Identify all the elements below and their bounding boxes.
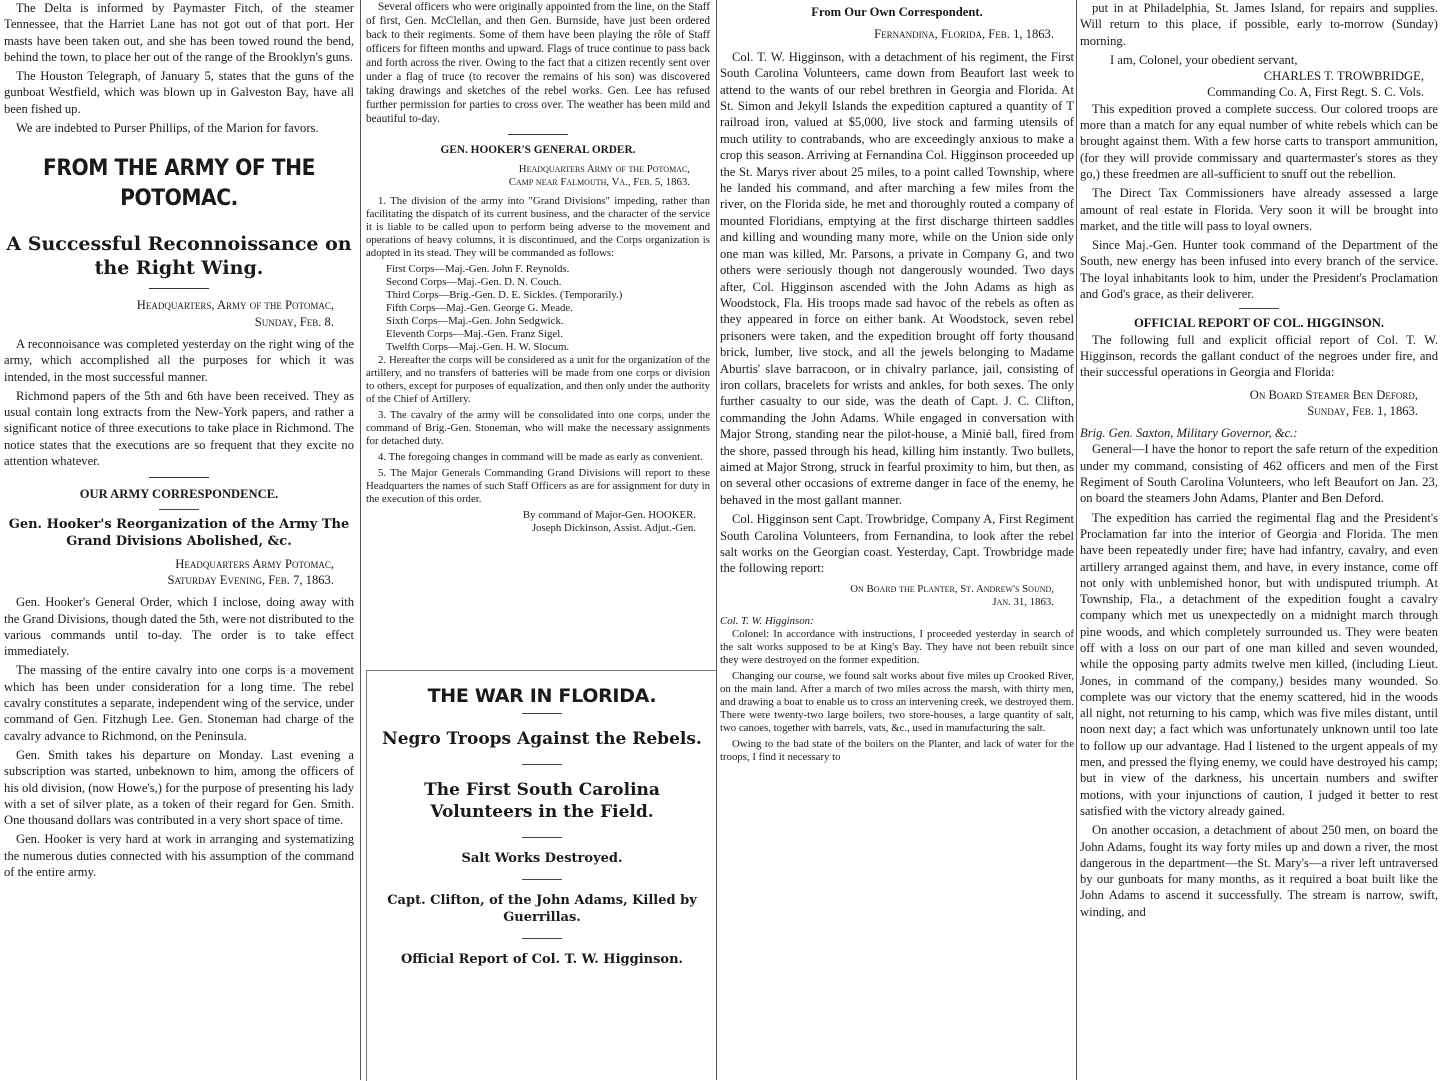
article-paragraph: Gen. Hooker's General Order, which I inclose, doing away with the Grand Divisions, though dated the 5th, were not distributed to the various commands until to-day. The order is to take effect immediately. — [4, 595, 354, 659]
dateline — [4, 556, 354, 589]
order-paragraph: 4. The foregoing changes in command will be made as early as convenient. — [378, 451, 703, 463]
corps-item: First Corps—Maj.-Gen. John F. Reynolds. — [386, 263, 570, 275]
article-paragraph: Col. T. W. Higginson, with a detachment of his regiment, the First South Carolina Volunteers, came down from Beaufort last week to attend to the wants of our rebel brethren in Georgia and Florida. At St. Simon and Jekyll Islands the expedition captured a quantity of T railroad iron, valued at $5,000, live stock and farming utensils of much utility to contrabands, who are exceedingly anxious to make a crop this season. Arriving at Fernandina Col. Higginson proceeded up the St. Marys river about 25 miles, to a point called Township, where he landed his command, and after marching a few miles from the river, on the Florida side, he met and thoroughly routed a company of mounted Floridians, emptying at the first discharge thirteen saddles and killing and wounding many more, while on the Union side only one man was killed, Mr. Parsons, a private in Company G, and two others were seriously though not dangerously wounded. Two days after, Col. Higginson ascended with the John Adams as high as Woodstock, Fla. His troops made sad havoc of the rebels as often as they appeared in force on either bank. At Woodstock, seven rebel prisoners were taken, and the expedition brought off forty thousand brick, lumber, live stock, and all the jewels belonging to Madame Aburtis' slave barracoon, or in chivalry parlance, jail, consisting of iron collars, bracelets for wrists and ankles, for both sexes. The only further casualty to our side, was the death of Capt. J. C. Clifton, commanding the John Adams. While engaged in conversation with Major Strong, standing near the pilot-house, a Minié ball, fired from the shore, passed through his head, killing him instantly. Two bullets, aimed at Major Strong, struck in fearful proximity to him, but then, as on several other occasions of extreme danger in face of the enemy, he behaved in the most gallant manner. — [720, 49, 1074, 507]
divider — [159, 509, 199, 510]
order-signature: Joseph Dickinson, Assist. Adjut.-Gen. — [531, 522, 696, 534]
article-paragraph: Richmond papers of the 5th and 6th have been received. They as usual contain long extracts from the New-York papers, and rather a significant notice of three executions to take place in Richmond. The notice states that the executions are so frequent that they excite no attention whatever. — [4, 388, 354, 469]
corps-item: Eleventh Corps—Maj.-Gen. Franz Sigel. — [386, 328, 563, 340]
report-paragraph: Colonel: In accordance with instructions, I proceeded yesterday in search of the salt works supposed to be at King's Bay. They have not been rebuilt since they were destroyed on the former expedition. — [720, 627, 1074, 666]
article-paragraph: This expedition proved a complete success. Our colored troops are more than a match for any equal number of white rebels which can be brought against them. With a few horse carts to transport ammunition, (for they will provide commissary and quartermaster's stores as they go,) these freedmen are all-sufficient to snuff out the rebellion. — [1080, 101, 1438, 181]
dateline-line: Headquarters Army Potomac, — [175, 556, 334, 571]
signature-line: I am, Colonel, your obedient servant, — [1110, 52, 1298, 67]
war-deck: Salt Works Destroyed. — [461, 851, 623, 866]
dateline-line: Headquarters Army of the Potomac, — [518, 163, 690, 175]
corps-item: Second Corps—Maj.-Gen. D. N. Couch. — [386, 276, 562, 288]
article-paragraph: A reconnoisance was completed yesterday on the right wing of the army, which accomplished all the purposes for which it was intended, in the most successful manner. — [4, 336, 354, 384]
report-paragraph: Owing to the bad state of the boilers on the Planter, and lack of water for the troops, I find it necessary to — [720, 737, 1074, 763]
dateline — [366, 163, 710, 189]
divider — [522, 879, 562, 880]
report-paragraph: Changing our course, we found salt works about five miles up Crooked River, on the main land. After a march of two miles across the marsh, with thirty men, and drawing a boat to enable us to cross an intervening creek, we destroyed them. There were twenty-two large boilers, two store-houses, a large quantity of salt, two canoes, together with barrels, vats, &c., used in manufacturing the salt. — [720, 669, 1074, 734]
article-paragraph: We are indebted to Purser Phillips, of the Marion for favors. — [16, 121, 319, 136]
war-headline: THE WAR IN FLORIDA. — [427, 685, 657, 707]
column-divider — [1076, 0, 1077, 1080]
article-paragraph: The Delta is informed by Paymaster Fitch, of the steamer Tennessee, that the Harriet Lane has not got out of that port. Her masts have been taken out, and she has been towed round the bend, behind the town, to place her out of the range of the Brooklyn's guns. — [4, 1, 354, 64]
divider — [149, 288, 209, 289]
war-deck: Official Report of Col. T. W. Higginson. — [400, 952, 684, 967]
order-signature: By command of Major-Gen. HOOKER. — [522, 509, 696, 521]
dateline-line: On Board the Planter, St. Andrew's Sound, — [850, 582, 1054, 595]
article-paragraph: The Houston Telegraph, of January 5, states that the guns of the gunboat Westfield, which was blown up in Galveston Bay, have all been fished up. — [4, 69, 354, 116]
signature-line: CHARLES T. TROWBRIDGE, — [1263, 69, 1424, 84]
corps-item: Third Corps—Brig.-Gen. D. E. Sickles. (Temporarily.) — [386, 289, 623, 301]
official-report-headline: OFFICIAL REPORT OF COL. HIGGINSON. — [1133, 316, 1385, 331]
article-paragraph: The following full and explicit official report of Col. T. W. Higginson, records the gallant conduct of the negroes under fire, and their successful operations in Georgia and Florida: — [1080, 332, 1438, 380]
article-paragraph: Gen. Hooker is very hard at work in arranging and systematizing the numerous duties connected with his assumption of the command of the entire army. — [4, 832, 354, 879]
article-paragraph: put in at Philadelphia, St. James Island, for repairs and supplies. Will return to this place, if possible, early to-morrow (Sunday) morning. — [1080, 1, 1438, 48]
order-paragraph: 2. Hereafter the corps will be considered as a unit for the organization of the artillery, and no transfers of batteries will be made from one corps or division to others, except for purposes of equalization, and then only under the authority of the Chief of Artillery. — [366, 354, 710, 405]
article-paragraph: Col. Higginson sent Capt. Trowbridge, Company A, First Regiment South Carolina Volunteers, from Fernandina, to look after the rebel salt works on the Georgian coast. Yesterday, Capt. Trowbridge made the following report: — [720, 512, 1074, 576]
dateline-line: On Board Steamer Ben Deford, — [1249, 387, 1418, 402]
correspondence-deck: Gen. Hooker's Reorganization of the Army The Grand Divisions Abolished, &c. — [8, 516, 350, 549]
correspondent-headline: From Our Own Correspondent. — [811, 5, 983, 19]
divider — [149, 477, 209, 478]
column-1 — [4, 0, 354, 1080]
report-salutation: Col. T. W. Higginson: — [720, 614, 814, 627]
corps-list — [366, 263, 710, 354]
article-paragraph: Gen. Smith takes his departure on Monday. Last evening a subscription was started, unbeknown to him, among the officers of his old division, (now Howe's,) for the purpose of presenting his lady with a set of silver plate, as a token of their regard for Gen. Smith. One thousand dollars was contributed in a very short space of time. — [4, 747, 354, 828]
article-paragraph: Since Maj.-Gen. Hunter took command of the Department of the South, new energy has been infused into every branch of the service. The loyal inhabitants look to him, under the President's Proclamation and God's grace, as their deliverer. — [1080, 238, 1438, 302]
corps-item: Twelfth Corps—Maj.-Gen. H. W. Slocum. — [386, 341, 570, 353]
article-paragraph: On another occasion, a detachment of about 250 men, on board the John Adams, fought its way forty miles up and down a river, the most dangerous in the department—the St. Mary's—a river left untraversed by our gunboats for many months, as it required a boat built like the John Adams to ascend it successfully. The stream is narrow, swift, winding, and — [1080, 823, 1438, 919]
section-headline: FROM THE ARMY OF THE POTOMAC. — [43, 156, 315, 212]
dateline-line: Saturday Evening, Feb. 7, 1863. — [167, 572, 334, 587]
report-salutation: Brig. Gen. Saxton, Military Governor, &c.: — [1080, 426, 1298, 441]
order-paragraph: 1. The division of the army into "Grand Divisions" impeding, rather than facilitating the dispatch of its current business, and the character of the service it is liable to be called upon to perform being adverse to the movement and operations of heavy columns, it is discontinued, and the Corps organization is adopted in its stead. They will be commanded as follows: — [366, 195, 710, 259]
column-3 — [720, 0, 1074, 1080]
order-paragraph: 5. The Major Generals Commanding Grand Divisions will report to these Headquarters the names of such Staff Officers as are for assignment for duty in the execution of this order. — [366, 467, 710, 505]
column-4 — [1080, 0, 1438, 1080]
divider — [522, 713, 562, 714]
dateline: Fernandina, Florida, Feb. 1, 1863. — [874, 27, 1054, 42]
article-paragraph: The massing of the entire cavalry into one corps is a movement which has been under consideration for a long time. The rebel cavalry constitutes a separate, independent wing of the service, under command of Gen. Fitzhugh Lee. Gen. Stoneman had charge of the cavalry advance to Richmond, on the Peninsula. — [4, 663, 354, 743]
article-deck: A Successful Reconnoissance on the Right Wing. — [6, 233, 352, 280]
dateline-line: Headquarters, Army of the Potomac, — [136, 298, 334, 313]
dateline-line: Camp near Falmouth, Va., Feb. 5, 1863. — [508, 176, 690, 188]
column-divider — [716, 0, 717, 1080]
divider — [522, 837, 562, 838]
dateline-line: Sunday, Feb. 1, 1863. — [1307, 403, 1418, 418]
divider — [508, 134, 568, 135]
column-divider — [360, 0, 361, 1080]
corps-item: Sixth Corps—Maj.-Gen. John Sedgwick. — [386, 315, 564, 327]
correspondence-headline: OUR ARMY CORRESPONDENCE. — [79, 487, 279, 502]
war-deck: Negro Troops Against the Rebels. — [382, 729, 702, 749]
article-paragraph: General—I have the honor to report the safe return of the expedition under my command, consisting of 462 officers and men of the First Regiment of South Carolina Volunteers, who left Beaufort on Jan. 23, on board the steamers John Adams, Planter and Ben Deford. — [1080, 442, 1438, 506]
war-deck: The First South Carolina Volunteers in the Field. — [424, 780, 660, 822]
article-paragraph: Several officers who were originally appointed from the line, on the Staff of first, Gen. McClellan, and then Gen. Burnside, have just been ordered back to their regiments. Some of them have been playing the rôle of Staff officers for fifteen months and upward. Flags of truce continue to pass back and forth across the river. Owing to the fact that a citizen recently sent over under a flag of truce (to recover the remains of his son) was discovered taking drawings and sketches of the rebel works. Gen. Lee has refused further permission for parties to cross over. The weather has been mild and beautiful to-day. — [366, 1, 710, 125]
dateline-line: Sunday, Feb. 8. — [254, 314, 334, 329]
divider — [522, 764, 562, 765]
divider — [1239, 308, 1279, 309]
order-headline: GEN. HOOKER'S GENERAL ORDER. — [440, 144, 636, 156]
dateline — [1080, 387, 1438, 420]
divider — [522, 938, 562, 939]
signature-line: Commanding Co. A, First Regt. S. C. Vols. — [1207, 85, 1424, 100]
dateline — [4, 297, 354, 330]
corps-item: Fifth Corps—Maj.-Gen. George G. Meade. — [386, 302, 573, 314]
dateline-line: Jan. 31, 1863. — [992, 595, 1054, 608]
dateline — [720, 583, 1074, 609]
article-paragraph: The Direct Tax Commissioners have already assessed a large amount of real estate in Florida. Very soon it will be brought into market, and the title will pass to loyal owners. — [1080, 186, 1438, 233]
war-in-florida-clipping — [366, 670, 717, 1081]
war-deck: Capt. Clifton, of the John Adams, Killed by Guerrillas. — [387, 893, 697, 925]
article-paragraph: The expedition has carried the regimental flag and the President's Proclamation far into the interior of Georgia and Florida. The men have been repeatedly under fire; have had infantry, cavalry, and even artillery arranged against them, and have, in every instance, come off not only with unblemished honor, but with undisputed triumph. At Township, Fla., a detachment of the expedition fought a cavalry company which met us unexpectedly on a midnight march through pine woods, and which completely surrounded us. They were beaten off with a loss on our part of one man killed and seven wounded, while the opposing party admits twelve men killed, (including Lieut. Jones, in command of the company,) besides many wounded. So complete was our victory that the enemy scattered, hid in the woods all night, not returning to his camp, which was five miles distant, until noon next day; a fact which was unfortunately unknown until too late to follow up our advantage. Had I listened to the urgent appeals of my men, and pressed the flying enemy, we could have destroyed his camp; but in view of the darkness, his uncertain numbers and swifter motions, with your injunctions of caution, I judged it better to rest satisfied with the victory already gained. — [1080, 510, 1438, 818]
order-paragraph: 3. The cavalry of the army will be consolidated into one corps, under the command of Brig.-Gen. Stoneman, who will make the necessary assignments for detached duty. — [366, 409, 710, 447]
